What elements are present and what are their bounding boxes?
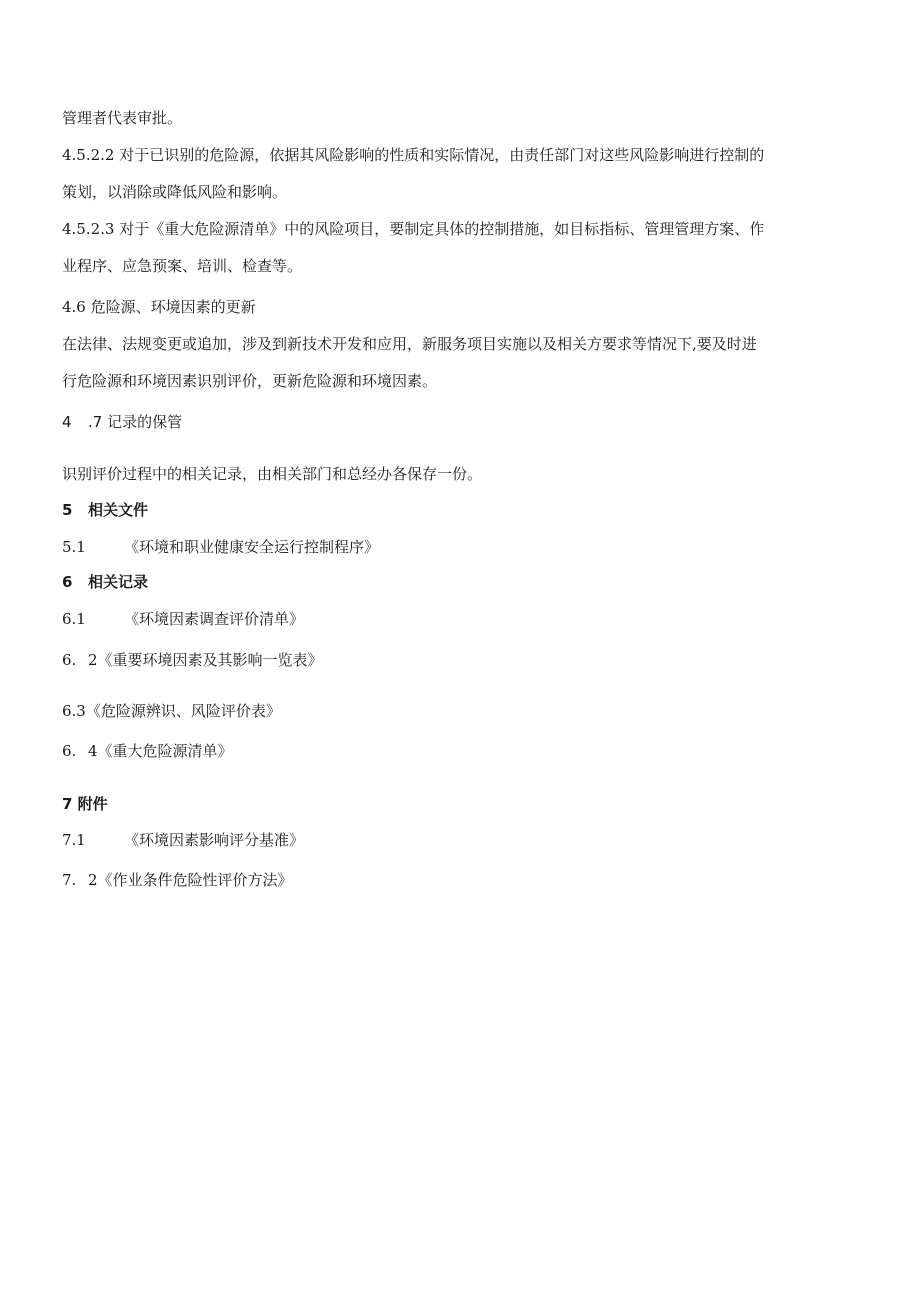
section-number: 5 [62, 501, 73, 519]
item-number: 6.1 [62, 610, 86, 628]
item-text: 2《重要环境因素及其影响一览表》 [88, 651, 323, 669]
list-item [62, 537, 379, 557]
paragraph-line: 业程序、应急预案、培训、检查等。 [62, 257, 303, 275]
item-text: 4《重大危险源清单》 [88, 742, 233, 760]
list-item [62, 650, 323, 670]
section-title: 相关记录 [88, 573, 149, 591]
section-title: .7 记录的保管 [88, 413, 183, 431]
section-heading-5 [62, 500, 148, 520]
list-item [62, 830, 304, 850]
list-item [62, 701, 281, 721]
paragraph-line: 识别评价过程中的相关记录，由相关部门和总经办各保存一份。 [62, 465, 483, 483]
item-number: 6.3 [62, 702, 86, 720]
section-heading-6 [62, 572, 148, 592]
section-number: 4 [62, 413, 72, 431]
list-item [62, 741, 233, 761]
item-number: 7.1 [62, 831, 86, 849]
section-heading-7: 7 附件 [62, 795, 108, 813]
section-heading-4-6: 4.6 危险源、环境因素的更新 [62, 298, 256, 316]
section-heading-4-7 [62, 412, 182, 432]
section-number: 6 [62, 573, 73, 591]
list-item [62, 870, 293, 890]
item-number: 7. [62, 871, 77, 889]
item-text: 《环境和职业健康安全运行控制程序》 [124, 538, 380, 556]
item-number: 6. [62, 742, 77, 760]
section-title: 相关文件 [88, 501, 149, 519]
paragraph-line: 在法律、法规变更或追加，涉及到新技术开发和应用，新服务项目实施以及相关方要求等情况下,要及时进 [62, 335, 757, 353]
paragraph-line: 行危险源和环境因素识别评价，更新危险源和环境因素。 [62, 372, 438, 390]
item-text: 2《作业条件危险性评价方法》 [88, 871, 293, 889]
paragraph-line: 4.5.2.3 对于《重大危险源清单》中的风险项目，要制定具体的控制措施，如目标指标、管理管理方案、作 [62, 220, 765, 238]
paragraph-line: 策划，以消除或降低风险和影响。 [62, 183, 288, 201]
paragraph-line: 4.5.2.2 对于已识别的危险源，依据其风险影响的性质和实际情况，由责任部门对这些风险影响进行控制的 [62, 146, 765, 164]
paragraph-line: 管理者代表审批。 [62, 109, 183, 127]
item-text: 《危险源辨识、风险评价表》 [85, 702, 281, 720]
item-text: 《环境因素影响评分基准》 [124, 831, 305, 849]
item-number: 5.1 [62, 538, 86, 556]
item-text: 《环境因素调查评价清单》 [124, 610, 305, 628]
list-item [62, 609, 304, 629]
item-number: 6. [62, 651, 77, 669]
